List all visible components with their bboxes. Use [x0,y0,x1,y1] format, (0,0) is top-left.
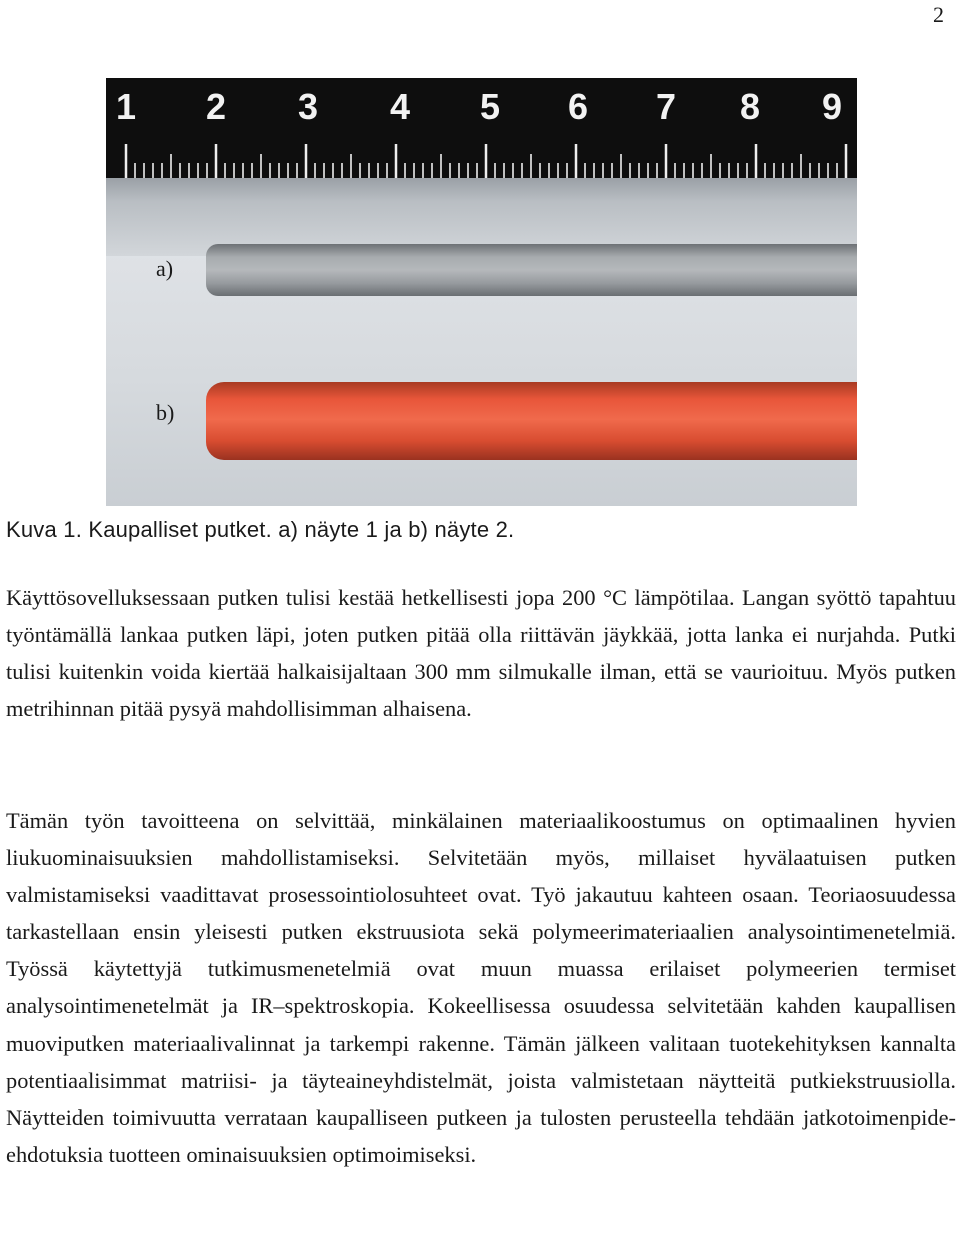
ruler-number: 3 [298,86,319,127]
ruler [106,78,857,178]
paragraph-1: Käyttösovelluksessaan putken tulisi kestää hetkellisesti jopa 200 °C lämpötilaa. Langan syöttö tapahtuu työntämällä lankaa putken läpi, joten putken pitää olla riittävän jäykkää, jotta lanka ei nurjahda. Putki tulisi kuitenkin voida kiertää halkaisijaltaan 300 mm silmukalle ilman, että se vaurioituu. Myös putken metrihinnan pitää pysyä mahdollisimman alhaisena. [6,585,956,722]
tube-sample-a [206,244,857,296]
ruler-number: 8 [740,86,761,127]
ruler-number: 6 [568,86,589,127]
ruler-number: 2 [206,86,227,127]
ruler-number: 5 [480,86,501,127]
label-b: b) [156,400,175,425]
tube-sample-b [206,382,857,460]
tube-photo [106,78,857,506]
page-number: 2 [933,2,944,27]
paragraph-2: Tämän työn tavoitteena on selvittää, minkälainen materiaalikoostumus on optimaalinen hyvien liukuominaisuuksien mahdollistamiseksi. Selvitetään myös, millaiset hyvälaatuisen putken valmistamiseksi vaadittavat prosessointiolosuhteet ovat. Työ jakautuu kahteen osaan. Teoriaosuudessa tarkastellaan ensin yleisesti putken ekstruusiota sekä polymeerimateriaalien analysointimenetelmiä. Työssä käytettyjä tutkimusmenetelmiä ovat muun muassa erilaiset polymeerien termiset analysointimenetelmät ja IR–spektroskopia. Kokeellisessa osuudessa selvitetään kahden kaupallisen muoviputken materiaalivalinnat ja tarkempi rakenne. Tämän jälkeen valitaan tuotekehityksen kannalta potentiaalisimmat matriisi- ja täyteaineyhdistelmät, joista valmistetaan näytteitä putkiekstruusiolla. Näytteiden toimivuutta verrataan kaupalliseen putkeen ja tulosten perusteella tehdään jatkotoimenpide-ehdotuksia tuotteen ominaisuuksien optimoimiseksi. [6,808,956,1167]
ruler-number: 7 [656,86,677,127]
ruler-number: 9 [822,86,843,127]
ruler-number: 1 [116,86,137,127]
figure-caption: Kuva 1. Kaupalliset putket. a) näyte 1 ja b) näyte 2. [6,517,515,542]
label-a: a) [156,256,174,281]
ruler-number: 4 [390,86,411,127]
